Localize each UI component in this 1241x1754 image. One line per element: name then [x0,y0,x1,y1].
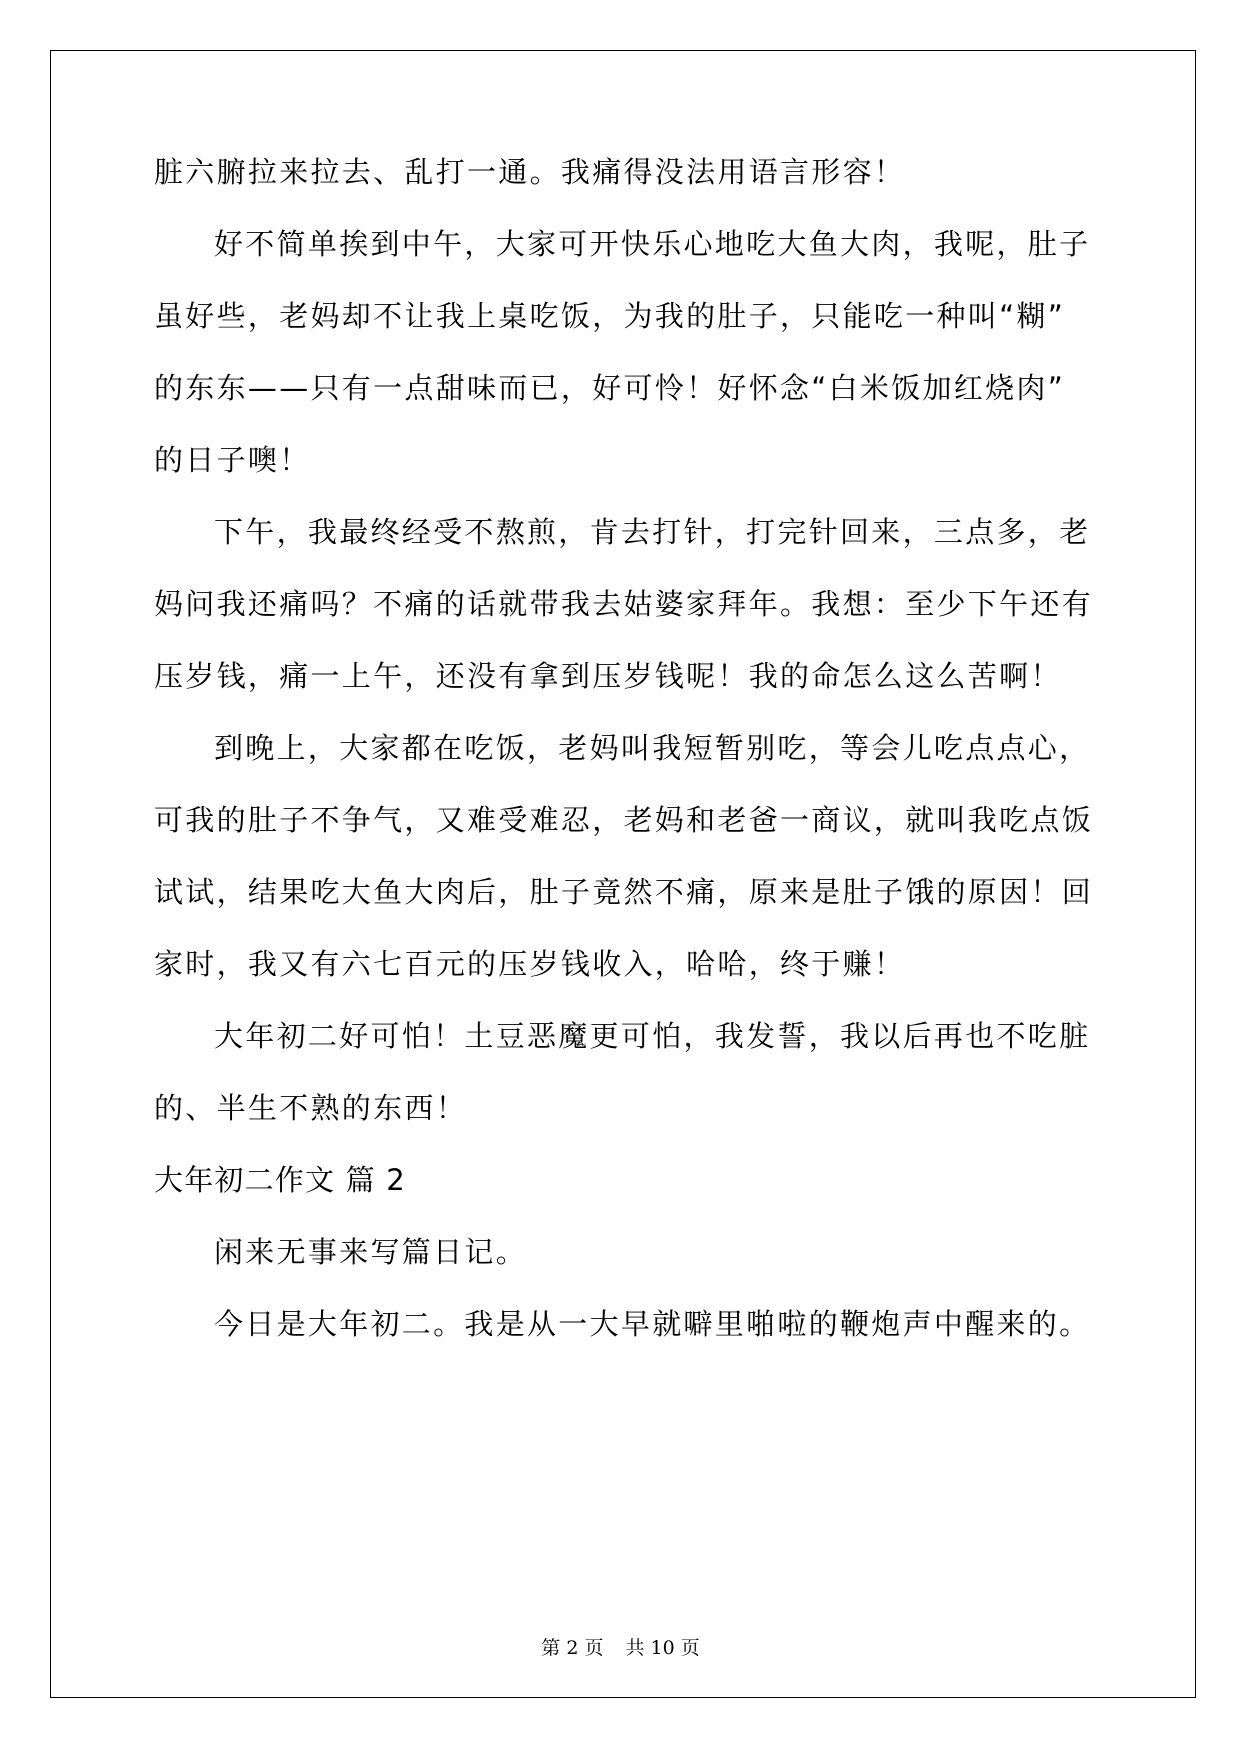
paragraph-line: 的、半生不熟的东西！ [154,1091,468,1125]
page-footer [0,1636,1241,1660]
page-number-current: 第 2 页 [541,1637,604,1659]
paragraph-line: 家时，我又有六七百元的压岁钱收入，哈哈，终于赚！ [154,947,906,981]
paragraph-line: 今日是大年初二。我是从一大早就噼里啪啦的鞭炮声中醒来的。 [214,1307,1091,1341]
paragraph-line: 闲来无事来写篇日记。 [214,1235,528,1269]
paragraph-line: 试试，结果吃大鱼大肉后，肚子竟然不痛，原来是肚子饿的原因！回 [154,875,1094,909]
paragraph-line: 妈问我还痛吗？不痛的话就带我去姑婆家拜年。我想：至少下午还有 [154,587,1094,621]
paragraph-line: 好不简单挨到中午，大家可开快乐心地吃大鱼大肉，我呢，肚子 [214,227,1091,261]
paragraph-line: 虽好些，老妈却不让我上桌吃饭，为我的肚子，只能吃一种叫“糊” [154,299,1066,333]
paragraph-line: 下午，我最终经受不熬煎，肯去打针，打完针回来，三点多，老 [214,515,1091,549]
paragraph-line: 到晚上，大家都在吃饭，老妈叫我短暂别吃，等会儿吃点点心， [214,731,1091,765]
paragraph-line: 脏六腑拉来拉去、乱打一通。我痛得没法用语言形容！ [154,155,906,189]
paragraph-line: 可我的肚子不争气，又难受难忍，老妈和老爸一商议，就叫我吃点饭 [154,803,1094,837]
page-number-total: 共 10 页 [625,1637,700,1659]
section-heading: 大年初二作文 篇 2 [154,1163,406,1197]
paragraph-line: 压岁钱，痛一上午，还没有拿到压岁钱呢！我的命怎么这么苦啊！ [154,659,1062,693]
paragraph-line: 大年初二好可怕！土豆恶魔更可怕，我发誓，我以后再也不吃脏 [214,1019,1091,1053]
paragraph-line: 的日子噢！ [154,443,311,477]
paragraph-line: 的东东——只有一点甜味而已，好可怜！好怀念“白米饭加红烧肉” [154,371,1066,405]
